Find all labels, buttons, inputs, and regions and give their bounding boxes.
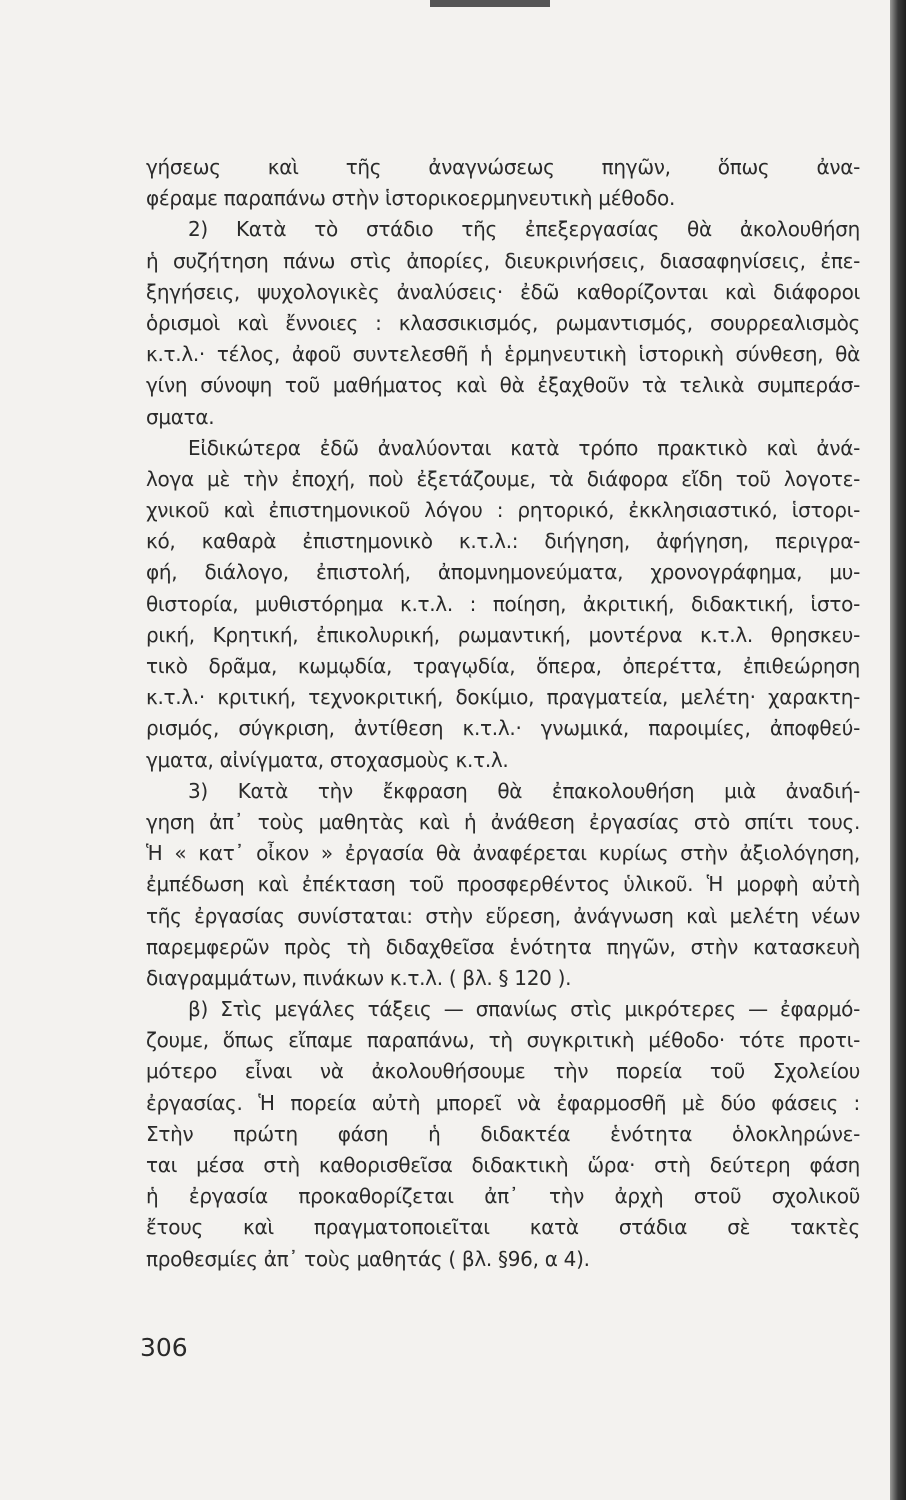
text-line: Στὴν πρώτη φάση ἡ διδακτέα ἑνότητα ὁλοκληρώνε- — [146, 1121, 860, 1146]
text-line: διαγραμμάτων, πινάκων κ.τ.λ. ( βλ. § 120 ). — [146, 965, 572, 990]
text-line: τῆς ἐργασίας συνίσταται: στὴν εὕρεση, ἀνάγνωση καὶ μελέτη νέων — [146, 903, 860, 928]
text-line: ξηγήσεις, ψυχολογικὲς ἀναλύσεις· ἐδῶ καθορίζονται καὶ διάφοροι — [146, 279, 860, 304]
scan-edge-top — [430, 0, 550, 7]
text-line: γίνη σύνοψη τοῦ μαθήματος καὶ θὰ ἐξαχθοῦν τὰ τελικὰ συμπεράσ- — [146, 373, 860, 398]
text-line: παρεμφερῶν πρὸς τὴ διδαχθεῖσα ἑνότητα πηγῶν, στὴν κατασκευὴ — [146, 934, 860, 959]
text-line: ἡ ἐργασία προκαθορίζεται ἀπ᾽ τὴν ἀρχὴ στοῦ σχολικοῦ — [146, 1184, 860, 1209]
text-line: ρική, Κρητική, ἐπικολυρική, ρωμαντική, μοντέρνα κ.τ.λ. θρησκευ- — [146, 622, 860, 647]
body-text — [146, 152, 860, 1275]
text-line: ἡ συζήτηση πάνω στὶς ἀπορίες, διευκρινήσεις, διασαφηνίσεις, ἐπε- — [146, 248, 860, 273]
text-line: κ.τ.λ.· κριτική, τεχνοκριτική, δοκίμιο, πραγματεία, μελέτη· χαρακτη- — [146, 685, 860, 710]
text-line: λογα μὲ τὴν ἐποχή, ποὺ ἐξετάζουμε, τὰ διάφορα εἴδη τοῦ λογοτε- — [146, 466, 860, 491]
text-line: ρισμός, σύγκριση, ἀντίθεση κ.τ.λ.· γνωμικά, παροιμίες, ἀποφθεύ- — [146, 716, 860, 741]
text-line: ζουμε, ὅπως εἴπαμε παραπάνω, τὴ συγκριτικὴ μέθοδο· τότε προτι- — [146, 1028, 860, 1053]
text-line: θιστορία, μυθιστόρημα κ.τ.λ. : ποίηση, ἀκριτική, διδακτική, ἱστο- — [146, 591, 860, 616]
text-line: β) Στὶς μεγάλες τάξεις — σπανίως στὶς μικρότερες — ἐφαρμό- — [188, 997, 860, 1022]
text-line: σματα. — [146, 404, 215, 429]
text-line: τικὸ δρᾶμα, κωμῳδία, τραγῳδία, ὅπερα, ὀπερέττα, ἐπιθεώρηση — [146, 654, 860, 678]
text-line: 3) Κατὰ τὴν ἔκφραση θὰ ἐπακολουθήση μιὰ ἀναδιή- — [188, 778, 860, 803]
text-line: χνικοῦ καὶ ἐπιστημονικοῦ λόγου : ρητορικό, ἐκκλησιαστικό, ἱστορι- — [146, 498, 860, 523]
text-line: Εἰδικώτερα ἐδῶ ἀναλύονται κατὰ τρόπο πρακτικὸ καὶ ἀνά- — [188, 435, 860, 460]
text-line: φή, διάλογο, ἐπιστολή, ἀπομνημονεύματα, χρονογράφημα, μυ- — [146, 560, 860, 585]
text-line: 2) Κατὰ τὸ στάδιο τῆς ἐπεξεργασίας θὰ ἀκολουθήση — [188, 217, 860, 242]
text-line: ἐργασίας. Ἡ πορεία αὐτὴ μπορεῖ νὰ ἐφαρμοσθῆ μὲ δύο φάσεις : — [146, 1090, 860, 1115]
text-line: γήσεως καὶ τῆς ἀναγνώσεως πηγῶν, ὅπως ἀνα- — [146, 155, 860, 179]
text-line: ἔτους καὶ πραγματοποιεῖται κατὰ στάδια σὲ τακτὲς — [146, 1215, 860, 1240]
text-line: ἐμπέδωση καὶ ἐπέκταση τοῦ προσφερθέντος ὑλικοῦ. Ἡ μορφὴ αὐτὴ — [146, 872, 860, 897]
scan-edge-right — [890, 0, 906, 1500]
text-line: γματα, αἰνίγματα, στοχασμοὺς κ.τ.λ. — [146, 747, 509, 772]
text-line: προθεσμίες ἀπ᾽ τοὺς μαθητάς ( βλ. §96, α 4). — [146, 1246, 590, 1271]
page-number: 306 — [140, 1333, 188, 1362]
text-line: κό, καθαρὰ ἐπιστημονικὸ κ.τ.λ.: διήγηση, ἀφήγηση, περιγρα- — [146, 529, 860, 554]
text-line: φέραμε παραπάνω στὴν ἱστορικοερμηνευτικὴ μέθοδο. — [146, 186, 676, 211]
text-line: κ.τ.λ.· τέλος, ἀφοῦ συντελεσθῆ ἡ ἑρμηνευτικὴ ἱστορικὴ σύνθεση, θὰ — [146, 342, 860, 367]
text-line: ὁρισμοὶ καὶ ἔννοιες : κλασσικισμός, ρωμαντισμός, σουρρεαλισμὸς — [146, 310, 860, 335]
text-line: μότερο εἶναι νὰ ἀκολουθήσουμε τὴν πορεία τοῦ Σχολείου — [146, 1059, 860, 1084]
text-line: γηση ἀπ᾽ τοὺς μαθητὰς καὶ ἡ ἀνάθεση ἐργασίας στὸ σπίτι τους. — [146, 809, 860, 834]
text-line: Ἡ « κατ᾽ οἶκον » ἐργασία θὰ ἀναφέρεται κυρίως στὴν ἀξιολόγηση, — [146, 841, 860, 866]
text-line: ται μέσα στὴ καθορισθεῖσα διδακτικὴ ὥρα· στὴ δεύτερη φάση — [146, 1153, 860, 1177]
